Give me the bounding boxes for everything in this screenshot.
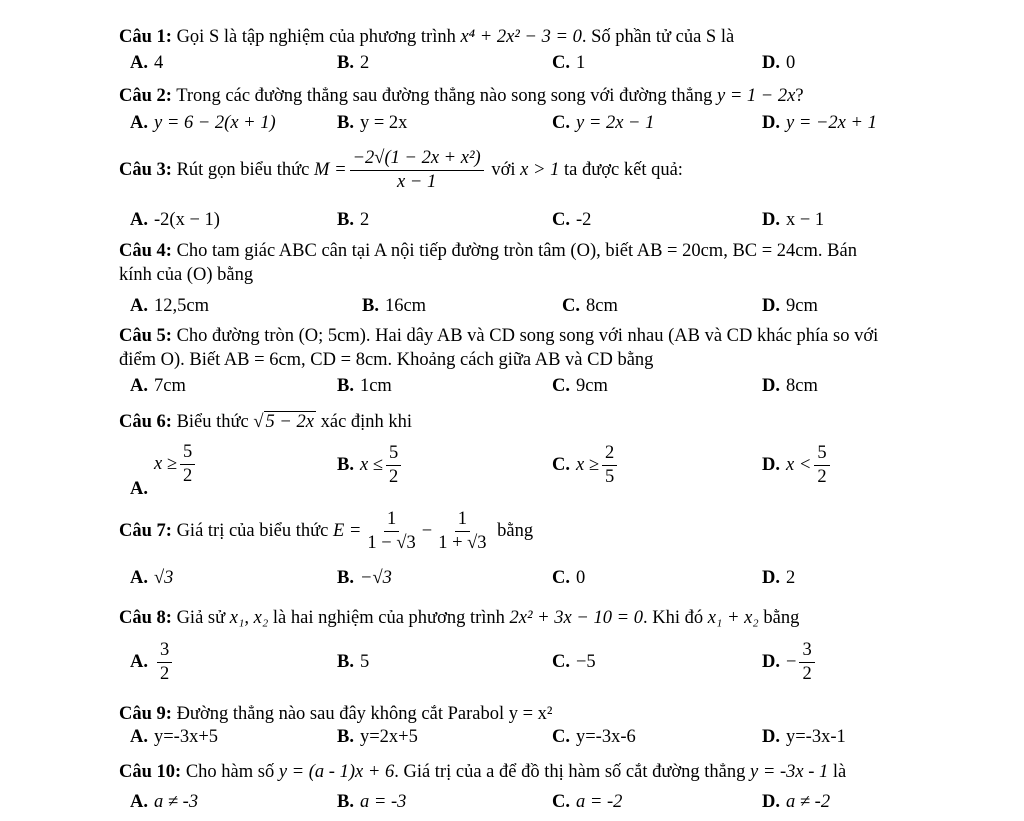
option-d[interactable] <box>762 792 830 813</box>
question-5 <box>119 326 878 347</box>
option-value: 8cm <box>586 296 618 316</box>
option-d[interactable] <box>762 727 846 748</box>
condition: x > 1 <box>520 160 560 181</box>
question-1 <box>119 27 734 48</box>
question-text: Cho tam giác ABC cân tại A nội tiếp đường tròn tâm (O), biết AB = 20cm, BC = 24cm. Bán <box>176 241 857 261</box>
question-label: Câu 8: <box>119 608 172 628</box>
option-letter: C. <box>552 53 570 73</box>
option-b[interactable] <box>337 113 407 134</box>
fraction-denominator: 2 <box>183 466 193 487</box>
option-letter: B. <box>337 210 354 230</box>
question-label: Câu 5: <box>119 326 172 346</box>
question-tail: xác định khi <box>320 412 413 432</box>
option-c[interactable] <box>552 53 585 74</box>
option-value: 0 <box>786 53 796 73</box>
option-letter: C. <box>552 568 570 588</box>
option-value: 1cm <box>359 376 392 396</box>
option-letter: B. <box>337 455 354 476</box>
question-2 <box>119 86 804 107</box>
option-letter: D. <box>762 296 780 316</box>
fraction <box>602 443 617 489</box>
option-a[interactable] <box>130 727 218 748</box>
question-text: Đường thẳng nào sau đây không cắt Parabol <box>176 704 505 724</box>
option-letter: D. <box>762 727 780 747</box>
option-value: a ≠ -2 <box>786 792 831 812</box>
fraction-numerator: 2 <box>602 443 617 466</box>
question-text: Rút gọn biểu thức <box>176 160 310 181</box>
option-letter: C. <box>552 210 570 230</box>
question-text: Biểu thức <box>176 412 249 432</box>
fraction <box>157 640 172 686</box>
fraction-numerator: 3 <box>157 640 172 663</box>
option-value: √3 <box>154 568 174 588</box>
question-tail: . Giá trị của a để đồ thị hàm số cắt đường thẳng <box>394 762 746 782</box>
option-letter: C. <box>552 455 570 476</box>
question-label: Câu 7: <box>119 521 172 542</box>
option-b[interactable] <box>337 210 369 231</box>
option-relation: x < <box>786 455 812 476</box>
option-letter: D. <box>762 792 780 812</box>
question-text: kính của (O) bằng <box>119 265 254 285</box>
fraction-denominator: x − 1 <box>397 172 437 193</box>
equation: y = -3x - 1 <box>750 762 829 782</box>
option-value: y=-3x-6 <box>576 727 636 747</box>
question-text: Giả sử <box>176 608 226 628</box>
equation-lhs: M = <box>314 160 347 181</box>
option-b[interactable] <box>337 568 392 589</box>
option-value: 2 <box>359 210 370 230</box>
option-value: 0 <box>576 568 586 588</box>
option-b[interactable] <box>337 376 392 397</box>
option-sign: − <box>786 652 797 673</box>
fraction-denominator: 1 + √3 <box>438 533 487 554</box>
option-value: y = 2x <box>359 113 408 133</box>
option-letter: B. <box>337 376 354 396</box>
option-d[interactable] <box>762 296 818 317</box>
question-6 <box>119 412 412 433</box>
fraction <box>350 148 484 194</box>
option-value: 5 <box>359 652 370 672</box>
question-9 <box>119 704 552 725</box>
option-value: a ≠ -3 <box>154 792 199 812</box>
option-value: x − 1 <box>786 210 825 230</box>
option-letter: B. <box>337 113 354 133</box>
radicand: 5 − 2x <box>265 412 314 432</box>
option-value: 9cm <box>576 376 608 396</box>
option-value: y = 6 − 2(x + 1) <box>154 113 276 133</box>
option-c[interactable] <box>552 568 585 589</box>
option-value: 16cm <box>384 296 427 316</box>
fraction <box>799 640 814 686</box>
option-relation: x ≤ <box>359 455 383 476</box>
option-letter: A. <box>130 376 148 396</box>
fraction <box>435 509 489 555</box>
fraction <box>386 443 401 489</box>
option-a[interactable] <box>130 568 173 589</box>
option-letter: A. <box>130 296 148 316</box>
fraction-denominator: 1 − √3 <box>367 533 416 554</box>
option-relation: x ≥ <box>576 455 599 476</box>
option-c[interactable] <box>552 376 608 397</box>
option-letter: C. <box>552 376 570 396</box>
option-letter: A. <box>130 652 148 673</box>
question-4-line2 <box>119 265 253 286</box>
question-label: Câu 2: <box>119 86 172 106</box>
option-d[interactable] <box>762 113 877 134</box>
fraction-denominator: 2 <box>802 664 812 685</box>
fraction-numerator: −2√(1 − 2x + x²) <box>350 148 484 171</box>
option-letter: D. <box>762 53 780 73</box>
fraction <box>364 509 418 555</box>
variables: x₁, x₂ <box>229 608 269 628</box>
question-label: Câu 1: <box>119 27 172 47</box>
question-text: Gọi S là tập nghiệm của phương trình <box>176 27 456 47</box>
option-b[interactable] <box>337 792 406 813</box>
option-letter: B. <box>337 792 354 812</box>
option-value: −5 <box>576 652 596 672</box>
fraction-denominator: 2 <box>817 467 827 488</box>
question-3 <box>119 148 683 194</box>
fraction-numerator: 3 <box>799 640 814 663</box>
question-tail: là <box>832 762 847 782</box>
question-text: Cho hàm số <box>185 762 275 782</box>
option-letter: A. <box>130 210 148 230</box>
option-letter: B. <box>337 53 354 73</box>
option-letter: B. <box>337 727 354 747</box>
option-value: 9cm <box>786 296 818 316</box>
option-c[interactable] <box>562 296 618 317</box>
equation: y = 1 − 2x <box>716 86 796 106</box>
option-value: 2 <box>359 53 370 73</box>
question-tail: với <box>491 160 516 181</box>
option-c[interactable] <box>552 113 654 134</box>
question-8 <box>119 608 799 629</box>
option-d[interactable] <box>762 640 818 686</box>
question-label: Câu 10: <box>119 762 182 782</box>
fraction-numerator: 5 <box>386 443 401 466</box>
option-value: y=-3x-1 <box>786 727 846 747</box>
option-value: 7cm <box>154 376 186 396</box>
option-d[interactable] <box>762 443 833 489</box>
option-letter: C. <box>552 792 570 812</box>
question-label: Câu 4: <box>119 241 172 261</box>
question-5-line2 <box>119 350 653 371</box>
question-label: Câu 3: <box>119 160 172 181</box>
option-letter: A. <box>130 568 148 588</box>
option-value: y=-3x+5 <box>154 727 219 747</box>
option-letter: C. <box>552 113 570 133</box>
option-a[interactable] <box>130 296 209 317</box>
option-letter: C. <box>552 652 570 672</box>
fraction-numerator: 5 <box>180 442 195 465</box>
option-letter: D. <box>762 455 780 476</box>
option-relation: x ≥ <box>154 454 177 475</box>
option-value: 1 <box>576 53 586 73</box>
option-value: −√3 <box>359 568 392 588</box>
fraction-denominator: 2 <box>160 664 170 685</box>
option-a[interactable] <box>130 376 186 397</box>
option-d[interactable] <box>762 210 824 231</box>
option-letter: C. <box>552 727 570 747</box>
equation: y = x² <box>508 704 553 724</box>
fraction <box>180 442 195 488</box>
option-b[interactable] <box>337 443 404 489</box>
option-letter: B. <box>337 652 354 672</box>
option-a[interactable] <box>130 442 198 499</box>
option-b[interactable] <box>362 296 426 317</box>
option-c[interactable] <box>552 792 622 813</box>
question-text: là hai nghiệm của phương trình <box>272 608 505 628</box>
option-value: 4 <box>154 53 164 73</box>
square-root: √ 5 − 2x <box>253 412 314 432</box>
option-letter: D. <box>762 113 780 133</box>
option-value: y=2x+5 <box>359 727 418 747</box>
option-letter: D. <box>762 210 780 230</box>
equation: 2x² + 3x − 10 = 0 <box>509 608 643 628</box>
option-a[interactable] <box>130 792 198 813</box>
option-d[interactable] <box>762 53 795 74</box>
fraction-numerator: 5 <box>814 443 829 466</box>
option-a[interactable] <box>130 113 276 134</box>
option-value: -2(x − 1) <box>154 210 220 230</box>
fraction-numerator: 1 <box>455 509 470 532</box>
sum-expression: x₁ + x₂ <box>707 608 759 628</box>
option-c[interactable] <box>552 210 591 231</box>
option-letter: C. <box>562 296 580 316</box>
option-value: a = -3 <box>359 792 407 812</box>
option-letter: D. <box>762 376 780 396</box>
option-letter: B. <box>337 568 354 588</box>
question-7: Câu 7: Giá trị của biểu thức E = $\frac{1}{1 - √3}$ − $\frac{1}{1 + √3}$ bằng <box>119 509 534 554</box>
option-d[interactable] <box>762 568 795 589</box>
option-a[interactable] <box>130 210 220 231</box>
question-tail: . Khi đó <box>642 608 704 628</box>
option-letter: A. <box>130 478 148 499</box>
option-b[interactable] <box>337 53 369 74</box>
option-letter: A. <box>130 727 148 747</box>
question-4 <box>119 241 857 262</box>
equation: y = (a - 1)x + 6 <box>278 762 395 782</box>
fraction-denominator: 5 <box>605 467 615 488</box>
option-value: 12,5cm <box>154 296 209 316</box>
equation-lhs: E = <box>333 521 362 542</box>
option-a[interactable] <box>130 53 163 74</box>
option-a[interactable] <box>130 640 175 686</box>
question-text: Cho đường tròn (O; 5cm). Hai dây AB và CD song song với nhau (AB và CD khác phía so với <box>176 326 879 346</box>
question-text: điểm O). Biết AB = 6cm, CD = 8cm. Khoảng cách giữa AB và CD bằng <box>119 350 654 370</box>
option-letter: D. <box>762 652 780 673</box>
option-b[interactable] <box>337 727 418 748</box>
fraction-denominator: 2 <box>388 467 399 488</box>
option-c[interactable] <box>552 652 596 673</box>
question-tail: bằng <box>497 521 534 542</box>
question-label: Câu 9: <box>119 704 172 724</box>
option-value: 2 <box>786 568 796 588</box>
question-text: Trong các đường thẳng sau đường thẳng nào song song với đường thẳng <box>176 86 713 106</box>
option-letter: D. <box>762 568 780 588</box>
option-d[interactable] <box>762 376 818 397</box>
option-value: 8cm <box>786 376 818 396</box>
option-b[interactable] <box>337 652 369 673</box>
question-tail: ? <box>795 86 804 106</box>
fraction-numerator: 1 <box>384 509 399 532</box>
option-value: a = -2 <box>576 792 623 812</box>
option-letter: A. <box>130 113 148 133</box>
option-value: -2 <box>576 210 592 230</box>
option-c[interactable] <box>552 443 620 489</box>
option-letter: B. <box>362 296 379 316</box>
fraction <box>814 443 829 489</box>
option-letter: A. <box>130 792 148 812</box>
option-c[interactable] <box>552 727 636 748</box>
option-letter: A. <box>130 53 148 73</box>
question-tail: bằng <box>763 608 800 628</box>
question-tail: ta được kết quả: <box>563 160 683 181</box>
question-label: Câu 6: <box>119 412 172 432</box>
equation: x⁴ + 2x² − 3 = 0 <box>460 27 582 47</box>
option-value: y = −2x + 1 <box>786 113 877 133</box>
question-tail: . Số phần tử của S là <box>581 27 735 47</box>
question-text: Giá trị của biểu thức <box>176 521 329 542</box>
option-value: y = 2x − 1 <box>576 113 655 133</box>
question-10 <box>119 762 846 783</box>
